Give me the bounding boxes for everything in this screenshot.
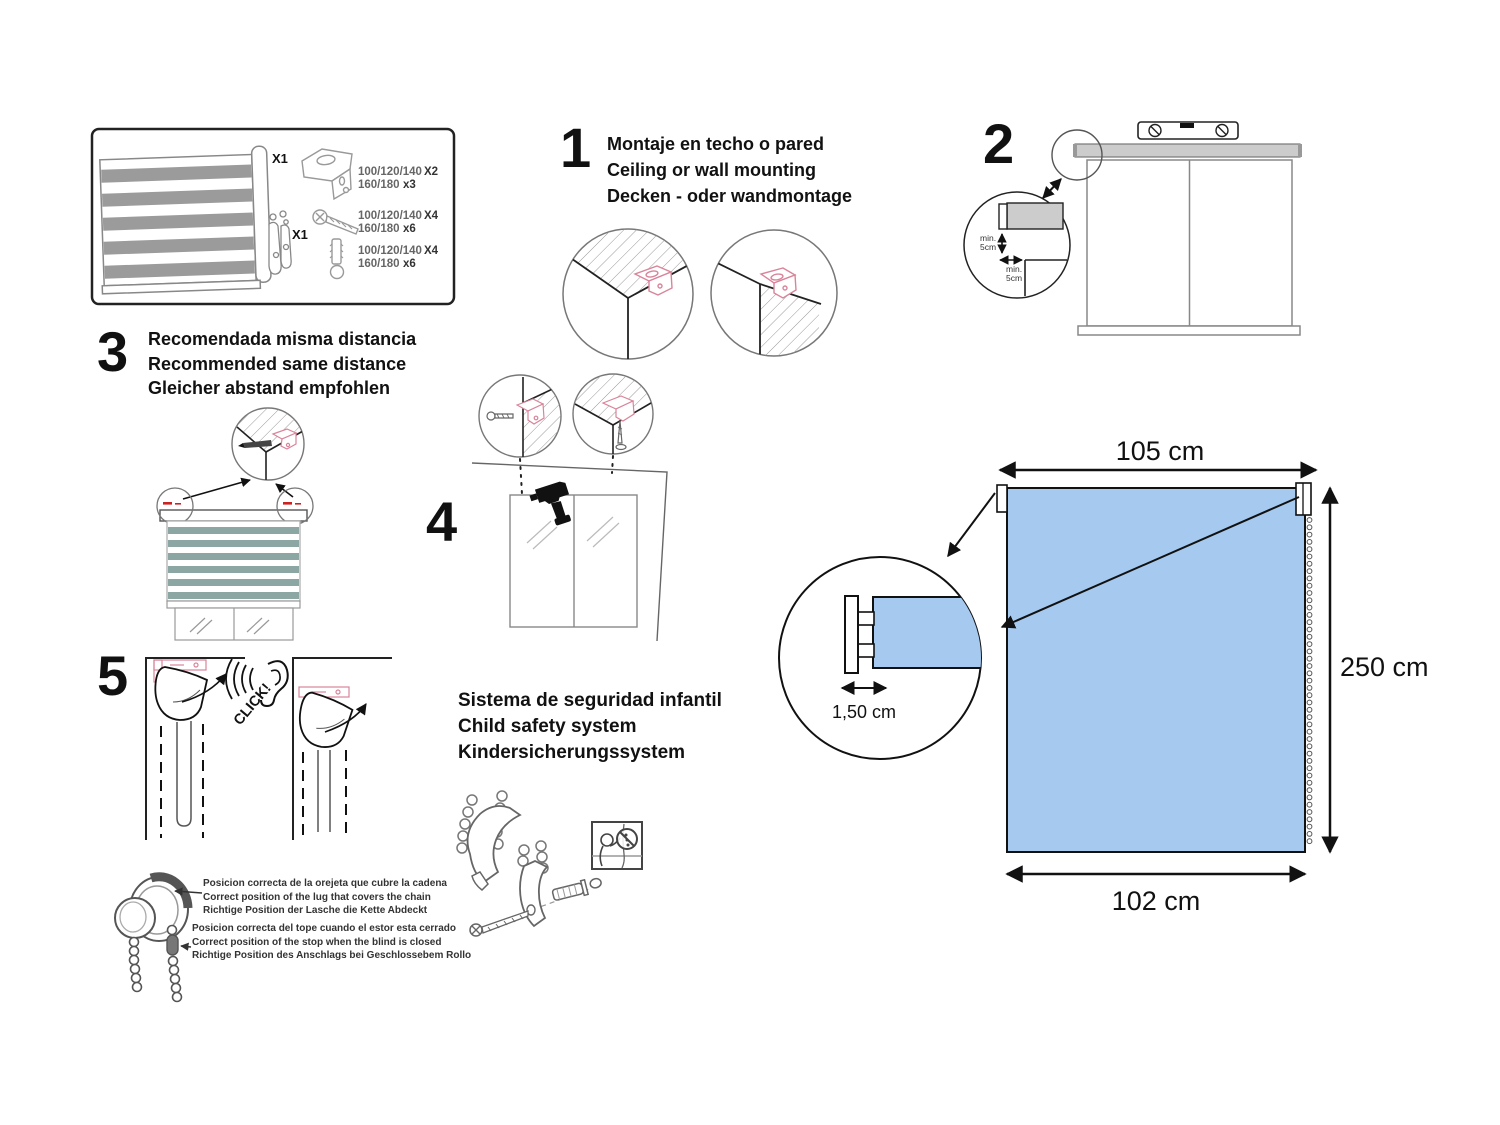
bracket-depth-detail-circle — [779, 557, 988, 759]
min-h-label2: 5cm — [1006, 273, 1023, 283]
headrail-left-cap — [1073, 144, 1077, 157]
chain-tensioner-a — [468, 806, 520, 882]
step1-mounting-detail-circles — [555, 222, 855, 372]
height-label: 250 cm — [1340, 652, 1429, 682]
hw1-qty-b: x3 — [403, 179, 416, 191]
hw3-sizes-b: 160/180 — [358, 258, 400, 270]
hw2-sizes-b: 160/180 — [358, 223, 400, 235]
child-safety-title-en: Child safety system — [458, 716, 637, 737]
step1-title-en: Ceiling or wall mounting — [607, 160, 816, 180]
chain-note-lug-en: Correct position of the lug that covers the chain — [203, 891, 431, 903]
chain-stop-bead — [167, 935, 178, 955]
parts-box-illustration — [90, 127, 458, 307]
side-bead-chain — [1307, 518, 1312, 844]
cap-rotation-step-a — [146, 658, 245, 840]
left-mark-arrow — [183, 480, 250, 499]
step2-leveling-illustration — [950, 108, 1335, 343]
chain-note-lug — [203, 877, 447, 918]
chain-strand-right — [167, 926, 182, 1002]
listen-click-group — [226, 659, 288, 729]
min-v-label1: min. — [980, 233, 997, 243]
step3-title-de: Gleicher abstand empfohlen — [148, 378, 391, 398]
sound-waves-icon — [226, 659, 253, 699]
zebra-blind-illustration — [98, 146, 272, 294]
bracket-end-view — [999, 204, 1007, 229]
hw2-sizes-a: 100/120/140 — [358, 210, 422, 222]
chain-note-lug-de: Richtige Position der Lasche die Kette Abdeckt — [203, 905, 428, 916]
chain-strand-left — [130, 938, 142, 992]
wall-bracket-side-view — [845, 596, 858, 673]
step2-number: 2 — [983, 112, 1013, 175]
safety-plug-icon — [552, 876, 604, 903]
blind-headrail — [1075, 144, 1300, 157]
min-h-label1: min. — [1006, 264, 1023, 274]
step3-number: 3 — [97, 320, 127, 383]
cap-rotation-step-b — [293, 658, 392, 840]
blind-dimensions-diagram — [760, 428, 1460, 925]
stop-note-arrow — [181, 946, 191, 947]
marking-detail-circle — [232, 404, 304, 482]
step3-same-distance-illustration — [135, 400, 370, 648]
chain-loop-a — [177, 721, 191, 826]
clip-quantity-label: X1 — [292, 227, 308, 242]
ceiling-screw-detail — [573, 371, 653, 455]
child-safety-title-de: Kindersicherungssystem — [458, 742, 686, 763]
step3-title-en: Recommended same distance — [148, 353, 407, 374]
chain-note-lug-es: Posicion correcta de la orejeta que cubre la cadena — [203, 878, 447, 889]
hw1-sizes-a: 100/120/140 — [358, 166, 422, 178]
chain-note-stop-es: Posicion correcta del tope cuando el estor esta cerrado — [192, 923, 456, 934]
min-distance-detail-circle — [964, 192, 1070, 298]
child-safety-title-es: Sistema de seguridad infantil — [458, 690, 722, 711]
window-below — [175, 608, 293, 640]
window — [510, 495, 637, 627]
step3-title-es: Recomendada misma distancia — [148, 329, 417, 349]
end-cap-a — [155, 667, 207, 720]
child-safety-illustration — [440, 782, 675, 982]
wall-mount-detail — [701, 230, 837, 362]
bracket-depth-label: 1,50 cm — [831, 702, 897, 722]
step1-title-es: Montaje en techo o pared — [607, 134, 825, 154]
ceiling-mount-detail — [563, 224, 694, 362]
hw1-sizes-b: 160/180 — [358, 179, 400, 191]
left-bracket-tab — [997, 485, 1007, 512]
hw3-sizes-a: 100/120/140 — [358, 245, 422, 257]
hw2-qty-b: x6 — [403, 223, 416, 235]
spirit-level-icon — [1138, 122, 1238, 139]
min-v-label2: 5cm — [980, 242, 997, 252]
wall-plug-icon — [330, 239, 344, 279]
step5-click-illustration — [140, 650, 405, 848]
child-safety-title — [458, 688, 722, 766]
chain-note-stop-en: Correct position of the stop when the blind is closed — [192, 936, 442, 948]
chain-note-stop — [192, 922, 471, 963]
step1-title — [607, 131, 852, 209]
left-end-zoom-circle — [157, 488, 193, 524]
leader-dots-1 — [520, 459, 522, 494]
right-bracket-tab — [1296, 483, 1311, 515]
hw1-qty-a: X2 — [424, 166, 439, 178]
hw3-qty-a: X4 — [424, 245, 439, 257]
bracket-pointer — [948, 493, 995, 556]
right-end-zoom-circle — [277, 488, 313, 524]
step4-number: 4 — [426, 490, 456, 553]
safety-screw-icon — [470, 911, 528, 936]
chain-note-stop-de: Richtige Position des Anschlags bei Geschlossebem Rollo — [192, 950, 472, 961]
step1-number: 1 — [560, 116, 590, 179]
window-illustration — [1078, 160, 1300, 335]
bottom-rail — [167, 601, 300, 608]
headrail-right-cap — [1298, 144, 1302, 157]
wall-screw-detail — [479, 375, 561, 457]
end-cap-b — [297, 692, 354, 750]
step3-title — [148, 327, 416, 401]
step4-drilling-illustration — [435, 363, 727, 648]
top-width-label: 105 cm — [1115, 436, 1205, 466]
headrail-end-view — [1007, 203, 1063, 229]
blind-panel — [1007, 488, 1305, 852]
click-label: CLICK! — [230, 680, 275, 729]
leader-dots-2 — [612, 456, 613, 473]
hw2-qty-a: X4 — [424, 210, 439, 222]
headrail-side-view — [873, 597, 988, 668]
zoom-link-arrow — [1043, 179, 1061, 198]
hw3-qty-b: x6 — [403, 258, 416, 270]
step1-title-de: Decken - oder wandmontage — [607, 186, 853, 206]
bottom-width-label: 102 cm — [1111, 886, 1201, 916]
blind-quantity-label: X1 — [272, 151, 288, 166]
strangulation-warning-box — [592, 822, 642, 869]
step5-number: 5 — [97, 644, 127, 707]
prohibition-icon — [617, 829, 637, 849]
